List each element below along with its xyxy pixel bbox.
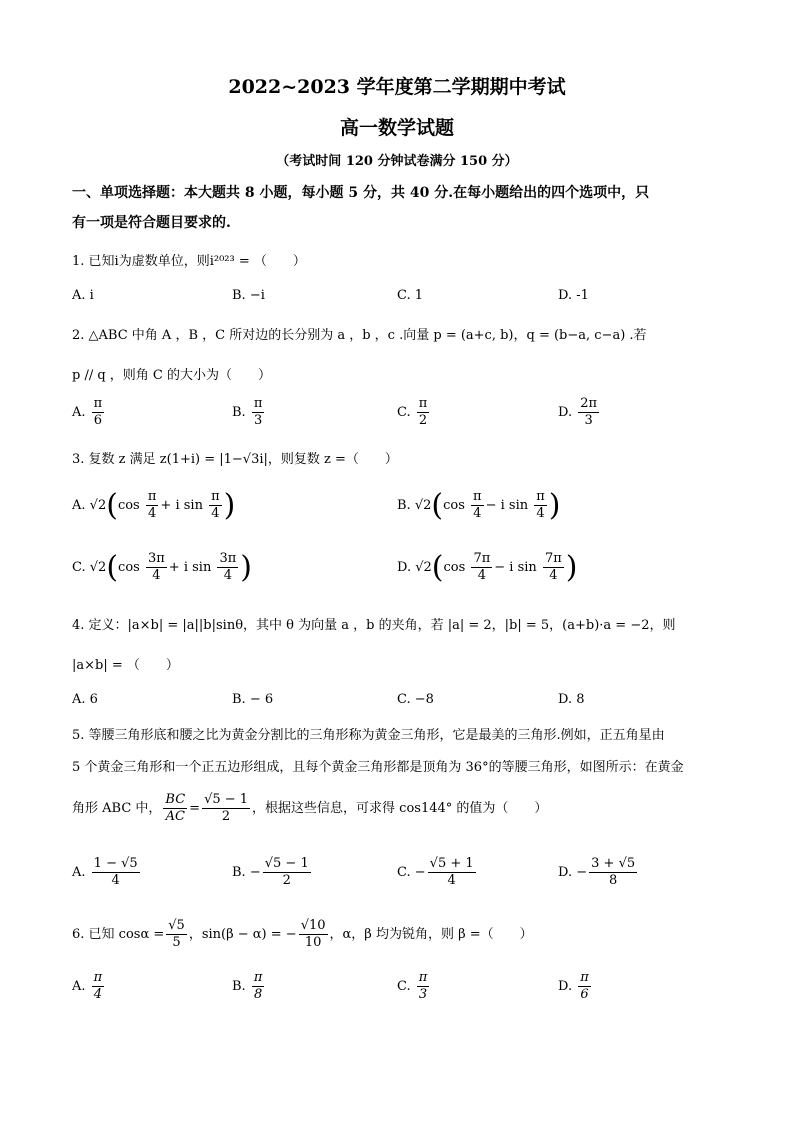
q6-option-b-fraction xyxy=(252,970,265,1003)
q5-stem-line2: 5 个黄金三角形和一个正五边形组成，且每个黄金三角形都是顶角为 36°的等腰三角形，如图所示：在黄金 xyxy=(72,760,684,775)
q3-option-b-lparen: ( xyxy=(431,488,444,523)
q5-golden-fraction xyxy=(202,792,250,825)
q3-option-a xyxy=(72,488,235,523)
q5-stem-line1: 5. 等腰三角形底和腰之比为黄金分割比的三角形称为黄金三角形，它是最美的三角形.例如，正五角星由 xyxy=(72,728,665,743)
q3-option-d xyxy=(397,550,577,585)
q3-option-b-frac2 xyxy=(534,489,547,522)
q2-option-b-label: B. xyxy=(232,405,246,420)
q5-ratio-den: AC xyxy=(165,809,185,824)
exam-subtitle: 高一数学试题 xyxy=(339,117,454,139)
q1-option-d: D. -1 xyxy=(558,288,589,303)
q4-option-c: C. −8 xyxy=(397,692,434,707)
q3-option-c-sin: sin xyxy=(192,560,212,575)
q5-golden-num: √5 − 1 xyxy=(204,792,249,807)
q6-option-b-den: 8 xyxy=(253,987,263,1002)
q5-option-a-num: 1 − √5 xyxy=(93,856,138,871)
q3-option-b-sign: − i xyxy=(485,498,505,513)
q6-stem-post: ，α，β 均为锐角，则 β =（ ） xyxy=(329,927,533,942)
q6-option-c xyxy=(397,970,431,1003)
q3-option-b-sin: sin xyxy=(508,498,529,513)
q5-stem3-post: ，根据这些信息，可求得 cos144° 的值为（ ） xyxy=(252,801,548,816)
q6-option-a-den: 4 xyxy=(93,987,103,1002)
section-heading-line1: 一、单项选择题：本大题共 8 小题，每小题 5 分，共 40 分.在每小题给出的四个选项中，只 xyxy=(72,185,650,201)
q3-option-a-num1: π xyxy=(147,489,157,504)
q3-option-b-den2: 4 xyxy=(536,506,545,521)
q5-option-d xyxy=(558,856,639,889)
q3-option-d-sin: sin xyxy=(517,560,537,575)
q4-option-d: D. 8 xyxy=(558,692,585,707)
q6-option-c-label: C. xyxy=(397,979,411,994)
q2-option-a-label: A. xyxy=(72,405,86,420)
q3-option-a-rparen: ) xyxy=(223,488,236,523)
q6-cos-fraction xyxy=(166,918,187,951)
q5-option-c xyxy=(397,856,478,889)
q4-option-b: B. − 6 xyxy=(232,692,274,707)
q6-option-c-fraction xyxy=(417,970,430,1003)
q3-option-c-frac1 xyxy=(146,551,167,584)
q2-option-c-den: 2 xyxy=(418,413,428,428)
q5-option-c-den: 4 xyxy=(447,873,456,888)
q6-option-a-fraction xyxy=(92,970,105,1003)
q6-option-a-label: A. xyxy=(72,979,86,994)
q5-option-d-sign: − xyxy=(576,865,588,880)
q6-sin-fraction xyxy=(299,918,328,951)
q3-option-a-den2: 4 xyxy=(211,506,220,521)
q3-option-d-num1: 7π xyxy=(473,551,491,566)
q6-option-b xyxy=(232,970,266,1003)
q5-stem-line3 xyxy=(72,792,547,825)
q3-option-d-rparen: ) xyxy=(565,550,578,585)
q5-golden-den: 2 xyxy=(221,809,231,824)
q5-option-c-label: C. xyxy=(397,865,411,880)
q3-option-a-label: A. xyxy=(72,498,86,513)
q5-option-d-num: 3 + √5 xyxy=(591,856,636,871)
exam-title: 2022~2023 学年度第二学期期中考试 xyxy=(228,76,566,98)
q3-option-c-den1: 4 xyxy=(152,568,161,583)
q4-stem-line2: |a×b| = （ ） xyxy=(72,658,179,673)
q6-cos-den: 5 xyxy=(172,935,181,950)
q3-option-c-frac2 xyxy=(217,551,238,584)
q3-option-c-den2: 4 xyxy=(223,568,233,583)
q2-option-d-den: 3 xyxy=(584,413,593,428)
q5-option-b-den: 2 xyxy=(282,873,291,888)
q3-option-a-frac2 xyxy=(209,489,222,522)
q3-option-d-cos: cos xyxy=(443,560,466,575)
q3-option-d-frac2 xyxy=(543,551,564,584)
q2-option-c-fraction xyxy=(417,396,430,429)
q6-stem-pre: 6. 已知 cosα = xyxy=(72,927,165,942)
q5-option-a-fraction xyxy=(92,856,140,889)
q3-option-b xyxy=(397,488,561,523)
q6-option-b-num: π xyxy=(253,970,263,985)
q3-option-b-num2: π xyxy=(536,489,545,504)
q5-option-b-num: √5 − 1 xyxy=(264,856,309,871)
q5-option-b-label: B. xyxy=(232,865,246,880)
q3-option-c-num2: 3π xyxy=(219,551,237,566)
q2-option-d-label: D. xyxy=(558,405,573,420)
q3-option-c-rparen: ) xyxy=(240,550,253,585)
q2-option-c xyxy=(397,396,431,429)
q3-option-a-cos: cos xyxy=(117,498,140,513)
q1-option-a: A. i xyxy=(72,288,94,303)
q5-ratio-fraction xyxy=(163,792,187,825)
q3-option-c-label: C. xyxy=(72,560,86,575)
q6-stem xyxy=(72,918,533,951)
q2-option-a-fraction xyxy=(92,396,105,429)
q2-option-b xyxy=(232,396,266,429)
q5-eq: = xyxy=(189,801,201,816)
q3-option-b-num1: π xyxy=(473,489,482,504)
q1-option-c: C. 1 xyxy=(397,288,424,303)
q3-option-d-label: D. xyxy=(397,560,412,575)
q5-option-a-label: A. xyxy=(72,865,86,880)
q3-option-c xyxy=(72,550,252,585)
q3-option-a-sign: + i xyxy=(160,498,180,513)
q5-option-c-num: √5 + 1 xyxy=(429,856,474,871)
q2-option-b-fraction xyxy=(252,396,265,429)
q3-option-d-sign: − i xyxy=(494,560,514,575)
q5-option-d-label: D. xyxy=(558,865,573,880)
q6-stem-mid: ，sin(β − α) = − xyxy=(188,927,297,942)
q3-option-c-sign: + i xyxy=(168,560,188,575)
q3-option-a-prefix: √2 xyxy=(89,498,107,513)
q3-option-d-den2: 4 xyxy=(549,568,558,583)
q3-option-d-num2: 7π xyxy=(544,551,562,566)
q6-option-b-label: B. xyxy=(232,979,246,994)
q2-option-a-den: 6 xyxy=(93,413,103,428)
q5-option-c-sign: − xyxy=(414,865,426,880)
q2-option-b-den: 3 xyxy=(253,413,263,428)
exam-note: （考试时间 120 分钟试卷满分 150 分） xyxy=(276,154,518,169)
q3-option-a-frac1 xyxy=(146,489,159,522)
q3-option-c-cos: cos xyxy=(118,560,140,575)
q4-stem-line1: 4. 定义：|a×b| = |a||b|sinθ，其中 θ 为向量 a ，b 的夹角，若 |a| = 2，|b| = 5，(a+b)·a = −2，则 xyxy=(72,618,676,633)
q5-ratio-num: BC xyxy=(165,792,186,807)
q6-option-a xyxy=(72,970,106,1003)
section-heading-line2: 有一项是符合题目要求的. xyxy=(72,215,231,231)
q2-option-a xyxy=(72,396,106,429)
q3-option-b-label: B. xyxy=(397,498,411,513)
q1-stem: 1. 已知i为虚数单位，则i²⁰²³ = （ ） xyxy=(72,254,306,269)
q3-option-c-num1: 3π xyxy=(147,551,165,566)
q6-option-d-den: 6 xyxy=(580,987,589,1002)
q2-option-d-num: 2π xyxy=(580,396,598,411)
q3-option-d-prefix: √2 xyxy=(415,560,432,575)
q3-stem: 3. 复数 z 满足 z(1+i) = |1−√3i|，则复数 z =（ ） xyxy=(72,452,398,467)
q6-cos-num: √5 xyxy=(168,918,185,933)
q6-option-d-fraction xyxy=(578,970,591,1003)
q2-option-d-fraction xyxy=(578,396,599,429)
q2-option-c-label: C. xyxy=(397,405,411,420)
q1-option-b: B. −i xyxy=(232,288,265,303)
q4-option-a: A. 6 xyxy=(72,692,98,707)
q3-option-d-lparen: ( xyxy=(431,550,444,585)
q3-option-b-den1: 4 xyxy=(473,506,482,521)
q5-option-d-den: 8 xyxy=(608,873,618,888)
q6-option-a-num: π xyxy=(93,970,103,985)
q3-option-d-frac1 xyxy=(471,551,492,584)
q3-option-c-prefix: √2 xyxy=(89,560,107,575)
q3-option-b-prefix: √2 xyxy=(414,498,432,513)
q5-option-b-sign: − xyxy=(249,865,261,880)
q5-option-a xyxy=(72,856,142,889)
q5-option-d-fraction xyxy=(589,856,637,889)
q5-stem3-pre: 角形 ABC 中， xyxy=(72,801,162,816)
q2-option-b-num: π xyxy=(253,396,263,411)
q3-option-a-num2: π xyxy=(211,489,220,504)
q3-option-b-frac1 xyxy=(471,489,484,522)
q3-option-b-rparen: ) xyxy=(548,488,561,523)
q3-option-a-lparen: ( xyxy=(106,488,118,523)
q5-option-c-fraction xyxy=(428,856,476,889)
q2-option-c-num: π xyxy=(418,396,428,411)
q3-option-a-sin: sin xyxy=(183,498,203,513)
q3-option-b-cos: cos xyxy=(443,498,465,513)
q5-option-b xyxy=(232,856,313,889)
q5-option-b-fraction xyxy=(263,856,311,889)
q6-option-c-den: 3 xyxy=(418,987,428,1002)
q2-option-d xyxy=(558,396,601,429)
q5-option-a-den: 4 xyxy=(111,873,120,888)
q3-option-c-lparen: ( xyxy=(106,550,119,585)
q6-sin-num: √10 xyxy=(300,918,326,933)
q6-option-d-num: π xyxy=(580,970,589,985)
q6-option-d xyxy=(558,970,593,1003)
q2-stem-line2: p // q ，则角 C 的大小为（ ） xyxy=(72,368,272,383)
q3-option-a-den1: 4 xyxy=(148,506,157,521)
q6-option-d-label: D. xyxy=(558,979,573,994)
q6-sin-den: 10 xyxy=(304,935,322,950)
q6-option-c-num: π xyxy=(418,970,428,985)
q3-option-d-den1: 4 xyxy=(477,568,486,583)
q2-option-a-num: π xyxy=(93,396,103,411)
q2-stem-line1: 2. △ABC 中角 A ，B ，C 所对边的长分别为 a ，b ，c .向量 p = (a+c, b)，q = (b−a, c−a) .若 xyxy=(72,328,647,343)
